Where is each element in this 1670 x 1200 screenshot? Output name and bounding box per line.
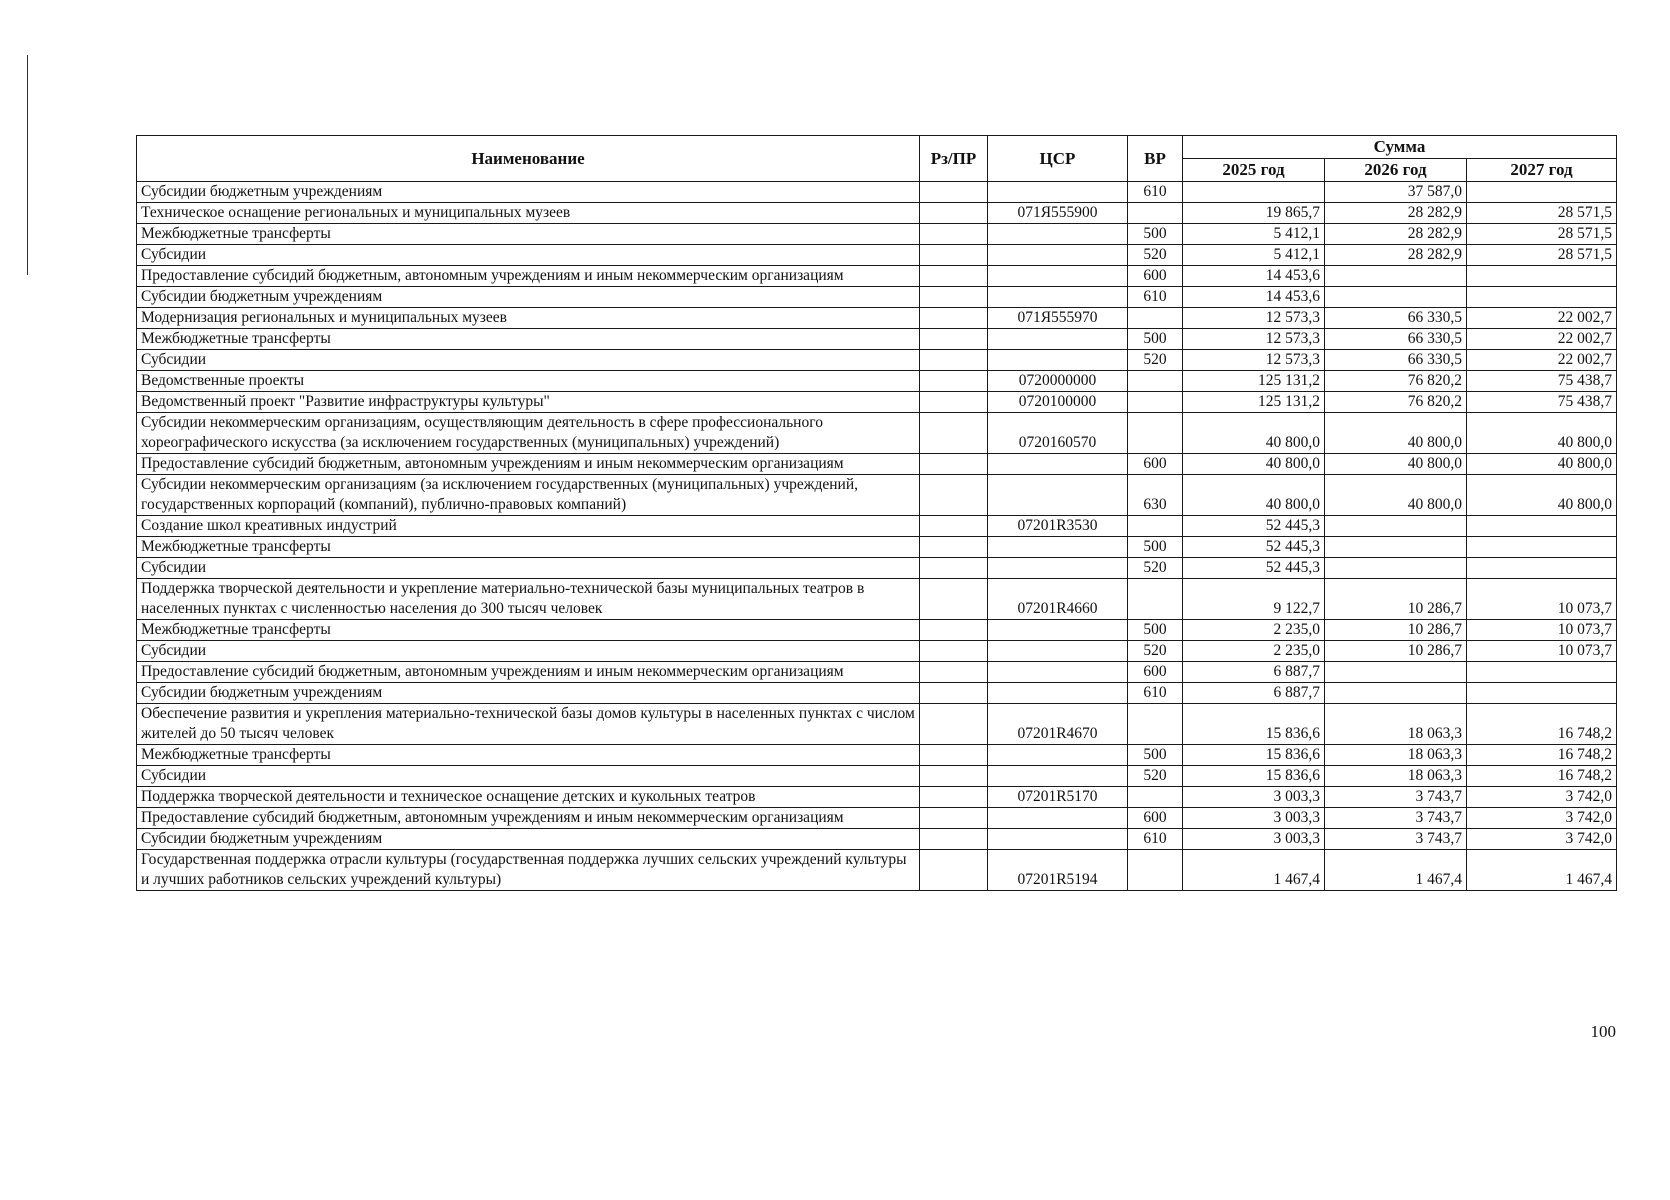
cell-2026: 28 282,9	[1325, 224, 1467, 245]
cell-name: Межбюджетные трансферты	[137, 224, 920, 245]
cell-name: Ведомственные проекты	[137, 371, 920, 392]
cell-2025: 15 836,6	[1183, 766, 1325, 787]
cell-name: Субсидии	[137, 766, 920, 787]
cell-2027: 22 002,7	[1467, 329, 1617, 350]
cell-2025: 15 836,6	[1183, 704, 1325, 745]
cell-2027: 16 748,2	[1467, 704, 1617, 745]
cell-vr	[1128, 579, 1183, 620]
cell-2026: 66 330,5	[1325, 350, 1467, 371]
page-number: 100	[1590, 1022, 1616, 1041]
cell-vr: 610	[1128, 683, 1183, 704]
cell-rz	[920, 766, 988, 787]
cell-csr	[988, 829, 1128, 850]
cell-rz	[920, 454, 988, 475]
cell-rz	[920, 392, 988, 413]
cell-2027	[1467, 662, 1617, 683]
margin-rule	[27, 55, 28, 275]
header-vr: ВР	[1128, 136, 1183, 182]
cell-name: Предоставление субсидий бюджетным, автономным учреждениям и иным некоммерческим организациям	[137, 266, 920, 287]
cell-csr: 0720000000	[988, 371, 1128, 392]
cell-2027: 40 800,0	[1467, 413, 1617, 454]
cell-csr	[988, 537, 1128, 558]
table-row	[137, 537, 1617, 558]
cell-2026: 10 286,7	[1325, 641, 1467, 662]
table-row	[137, 766, 1617, 787]
cell-vr	[1128, 371, 1183, 392]
cell-csr	[988, 808, 1128, 829]
cell-2027: 22 002,7	[1467, 308, 1617, 329]
header-2026: 2026 год	[1325, 159, 1467, 182]
cell-2025: 14 453,6	[1183, 287, 1325, 308]
cell-rz	[920, 350, 988, 371]
cell-rz	[920, 787, 988, 808]
cell-2025: 12 573,3	[1183, 329, 1325, 350]
cell-2025: 6 887,7	[1183, 662, 1325, 683]
cell-2026	[1325, 683, 1467, 704]
cell-name: Межбюджетные трансферты	[137, 329, 920, 350]
cell-2027	[1467, 287, 1617, 308]
cell-rz	[920, 704, 988, 745]
cell-name: Предоставление субсидий бюджетным, автономным учреждениям и иным некоммерческим организациям	[137, 454, 920, 475]
cell-2025: 52 445,3	[1183, 516, 1325, 537]
cell-2027	[1467, 516, 1617, 537]
cell-vr	[1128, 787, 1183, 808]
cell-2026: 37 587,0	[1325, 182, 1467, 203]
table-row	[137, 516, 1617, 537]
cell-2025: 52 445,3	[1183, 558, 1325, 579]
budget-table	[136, 135, 1617, 891]
cell-rz	[920, 620, 988, 641]
cell-name: Субсидии бюджетным учреждениям	[137, 182, 920, 203]
cell-2026: 18 063,3	[1325, 704, 1467, 745]
table-row	[137, 454, 1617, 475]
cell-name: Субсидии	[137, 641, 920, 662]
table-row	[137, 579, 1617, 620]
cell-rz	[920, 245, 988, 266]
cell-2025: 2 235,0	[1183, 620, 1325, 641]
cell-2026: 76 820,2	[1325, 371, 1467, 392]
cell-rz	[920, 287, 988, 308]
cell-csr	[988, 350, 1128, 371]
cell-rz	[920, 203, 988, 224]
table-row	[137, 475, 1617, 516]
cell-name: Субсидии	[137, 350, 920, 371]
cell-2026: 3 743,7	[1325, 787, 1467, 808]
table-row	[137, 641, 1617, 662]
cell-vr	[1128, 704, 1183, 745]
cell-vr: 500	[1128, 620, 1183, 641]
table-row	[137, 392, 1617, 413]
cell-vr	[1128, 203, 1183, 224]
cell-2026	[1325, 558, 1467, 579]
table-row	[137, 308, 1617, 329]
cell-vr: 520	[1128, 641, 1183, 662]
cell-rz	[920, 662, 988, 683]
cell-2025: 125 131,2	[1183, 371, 1325, 392]
cell-csr: 0720160570	[988, 413, 1128, 454]
cell-2026: 40 800,0	[1325, 454, 1467, 475]
cell-2026: 3 743,7	[1325, 829, 1467, 850]
cell-2026: 40 800,0	[1325, 413, 1467, 454]
cell-rz	[920, 224, 988, 245]
cell-vr: 500	[1128, 224, 1183, 245]
cell-2025: 5 412,1	[1183, 245, 1325, 266]
table-row	[137, 662, 1617, 683]
table-row	[137, 787, 1617, 808]
table-row	[137, 620, 1617, 641]
cell-rz	[920, 475, 988, 516]
cell-rz	[920, 413, 988, 454]
cell-csr: 07201R4660	[988, 579, 1128, 620]
cell-2027: 3 742,0	[1467, 829, 1617, 850]
table-row	[137, 224, 1617, 245]
cell-2025	[1183, 182, 1325, 203]
cell-rz	[920, 558, 988, 579]
cell-2027: 75 438,7	[1467, 371, 1617, 392]
cell-rz	[920, 808, 988, 829]
cell-2027: 40 800,0	[1467, 475, 1617, 516]
cell-vr	[1128, 413, 1183, 454]
cell-vr	[1128, 850, 1183, 891]
cell-2026: 28 282,9	[1325, 245, 1467, 266]
cell-2025: 40 800,0	[1183, 475, 1325, 516]
cell-2026	[1325, 516, 1467, 537]
cell-rz	[920, 579, 988, 620]
cell-2025: 9 122,7	[1183, 579, 1325, 620]
cell-vr: 520	[1128, 766, 1183, 787]
cell-rz	[920, 308, 988, 329]
cell-name: Государственная поддержка отрасли культуры (государственная поддержка лучших сельских учреждений культуры и лучших работников сельских учреждений культуры)	[137, 850, 920, 891]
cell-name: Субсидии некоммерческим организациям (за исключением государственных (муниципальных) учреждений, государственных корпораций (компаний), публично-правовых компаний)	[137, 475, 920, 516]
cell-2026	[1325, 266, 1467, 287]
cell-csr	[988, 454, 1128, 475]
table-row	[137, 245, 1617, 266]
header-2027: 2027 год	[1467, 159, 1617, 182]
cell-rz	[920, 516, 988, 537]
cell-csr: 071Я555900	[988, 203, 1128, 224]
cell-csr	[988, 245, 1128, 266]
cell-vr: 610	[1128, 287, 1183, 308]
cell-2027: 75 438,7	[1467, 392, 1617, 413]
cell-2026: 3 743,7	[1325, 808, 1467, 829]
cell-csr	[988, 287, 1128, 308]
table-row	[137, 287, 1617, 308]
table-header	[137, 136, 1617, 182]
cell-csr: 07201R3530	[988, 516, 1128, 537]
cell-2027: 22 002,7	[1467, 350, 1617, 371]
table-row	[137, 745, 1617, 766]
cell-2025: 14 453,6	[1183, 266, 1325, 287]
cell-2025: 3 003,3	[1183, 808, 1325, 829]
cell-vr	[1128, 392, 1183, 413]
header-2025: 2025 год	[1183, 159, 1325, 182]
cell-2027: 28 571,5	[1467, 245, 1617, 266]
cell-csr: 071Я555970	[988, 308, 1128, 329]
cell-csr: 07201R4670	[988, 704, 1128, 745]
cell-vr: 500	[1128, 537, 1183, 558]
cell-vr: 520	[1128, 350, 1183, 371]
table-row	[137, 413, 1617, 454]
header-rz: Рз/ПР	[920, 136, 988, 182]
cell-2027: 28 571,5	[1467, 203, 1617, 224]
cell-rz	[920, 745, 988, 766]
cell-2026: 1 467,4	[1325, 850, 1467, 891]
cell-name: Предоставление субсидий бюджетным, автономным учреждениям и иным некоммерческим организациям	[137, 808, 920, 829]
cell-2027: 10 073,7	[1467, 579, 1617, 620]
cell-2025: 1 467,4	[1183, 850, 1325, 891]
cell-2027: 16 748,2	[1467, 745, 1617, 766]
cell-2026: 66 330,5	[1325, 329, 1467, 350]
cell-name: Техническое оснащение региональных и муниципальных музеев	[137, 203, 920, 224]
cell-name: Субсидии	[137, 245, 920, 266]
table-row	[137, 182, 1617, 203]
cell-2025: 40 800,0	[1183, 413, 1325, 454]
table-row	[137, 683, 1617, 704]
cell-csr	[988, 641, 1128, 662]
table-row	[137, 704, 1617, 745]
cell-vr	[1128, 308, 1183, 329]
cell-vr: 600	[1128, 808, 1183, 829]
cell-csr	[988, 620, 1128, 641]
cell-name: Субсидии бюджетным учреждениям	[137, 287, 920, 308]
cell-name: Поддержка творческой деятельности и укрепление материально-технической базы муниципальных театров в населенных пунктах с численностью населения до 300 тысяч человек	[137, 579, 920, 620]
table-row	[137, 558, 1617, 579]
cell-rz	[920, 829, 988, 850]
cell-2025: 40 800,0	[1183, 454, 1325, 475]
cell-csr	[988, 766, 1128, 787]
cell-csr	[988, 182, 1128, 203]
cell-2027	[1467, 558, 1617, 579]
cell-2027: 28 571,5	[1467, 224, 1617, 245]
cell-2025: 15 836,6	[1183, 745, 1325, 766]
cell-2027	[1467, 182, 1617, 203]
cell-2027: 3 742,0	[1467, 787, 1617, 808]
cell-2025: 12 573,3	[1183, 350, 1325, 371]
cell-name: Субсидии бюджетным учреждениям	[137, 683, 920, 704]
cell-rz	[920, 850, 988, 891]
cell-vr: 610	[1128, 182, 1183, 203]
cell-csr	[988, 475, 1128, 516]
cell-2027: 16 748,2	[1467, 766, 1617, 787]
cell-2025: 125 131,2	[1183, 392, 1325, 413]
cell-csr: 0720100000	[988, 392, 1128, 413]
cell-rz	[920, 266, 988, 287]
cell-2027: 40 800,0	[1467, 454, 1617, 475]
table-row	[137, 829, 1617, 850]
cell-vr: 600	[1128, 266, 1183, 287]
cell-2025: 3 003,3	[1183, 829, 1325, 850]
header-name: Наименование	[137, 136, 920, 182]
cell-rz	[920, 641, 988, 662]
header-sum: Сумма	[1183, 136, 1617, 159]
cell-csr: 07201R5194	[988, 850, 1128, 891]
table-row	[137, 808, 1617, 829]
cell-csr	[988, 558, 1128, 579]
cell-2025: 2 235,0	[1183, 641, 1325, 662]
cell-vr: 500	[1128, 329, 1183, 350]
cell-csr	[988, 329, 1128, 350]
cell-2026: 10 286,7	[1325, 579, 1467, 620]
table-row	[137, 350, 1617, 371]
cell-2026	[1325, 287, 1467, 308]
cell-2026: 28 282,9	[1325, 203, 1467, 224]
cell-2027	[1467, 266, 1617, 287]
cell-name: Обеспечение развития и укрепления материально-технической базы домов культуры в населенных пунктах с числом жителей до 50 тысяч человек	[137, 704, 920, 745]
cell-2026: 18 063,3	[1325, 766, 1467, 787]
cell-name: Межбюджетные трансферты	[137, 745, 920, 766]
cell-2025: 12 573,3	[1183, 308, 1325, 329]
cell-name: Модернизация региональных и муниципальных музеев	[137, 308, 920, 329]
cell-vr: 630	[1128, 475, 1183, 516]
cell-csr	[988, 224, 1128, 245]
cell-vr: 520	[1128, 558, 1183, 579]
cell-2025: 5 412,1	[1183, 224, 1325, 245]
cell-vr: 500	[1128, 745, 1183, 766]
header-csr: ЦСР	[988, 136, 1128, 182]
cell-2027: 10 073,7	[1467, 620, 1617, 641]
table-row	[137, 371, 1617, 392]
cell-2026: 10 286,7	[1325, 620, 1467, 641]
cell-vr	[1128, 516, 1183, 537]
cell-name: Субсидии некоммерческим организациям, осуществляющим деятельность в сфере профессионального хореографического искусства (за исключением государственных (муниципальных) учреждений)	[137, 413, 920, 454]
cell-2026: 18 063,3	[1325, 745, 1467, 766]
cell-2026	[1325, 662, 1467, 683]
cell-2026: 66 330,5	[1325, 308, 1467, 329]
table-row	[137, 329, 1617, 350]
cell-csr	[988, 266, 1128, 287]
cell-csr	[988, 745, 1128, 766]
cell-name: Межбюджетные трансферты	[137, 620, 920, 641]
cell-rz	[920, 182, 988, 203]
cell-name: Предоставление субсидий бюджетным, автономным учреждениям и иным некоммерческим организациям	[137, 662, 920, 683]
table-body	[137, 182, 1617, 891]
cell-vr: 520	[1128, 245, 1183, 266]
cell-name: Ведомственный проект "Развитие инфраструктуры культуры"	[137, 392, 920, 413]
cell-csr: 07201R5170	[988, 787, 1128, 808]
cell-2026: 40 800,0	[1325, 475, 1467, 516]
cell-name: Поддержка творческой деятельности и техническое оснащение детских и кукольных театров	[137, 787, 920, 808]
cell-2025: 19 865,7	[1183, 203, 1325, 224]
cell-vr: 600	[1128, 454, 1183, 475]
cell-csr	[988, 683, 1128, 704]
cell-2027	[1467, 683, 1617, 704]
cell-name: Межбюджетные трансферты	[137, 537, 920, 558]
cell-2027: 10 073,7	[1467, 641, 1617, 662]
cell-2025: 6 887,7	[1183, 683, 1325, 704]
cell-name: Субсидии бюджетным учреждениям	[137, 829, 920, 850]
cell-rz	[920, 537, 988, 558]
cell-vr: 610	[1128, 829, 1183, 850]
cell-2025: 52 445,3	[1183, 537, 1325, 558]
cell-rz	[920, 371, 988, 392]
cell-2026	[1325, 537, 1467, 558]
cell-name: Субсидии	[137, 558, 920, 579]
cell-2026: 76 820,2	[1325, 392, 1467, 413]
cell-vr: 600	[1128, 662, 1183, 683]
table-row	[137, 850, 1617, 891]
cell-2027	[1467, 537, 1617, 558]
table-row	[137, 266, 1617, 287]
table-row	[137, 203, 1617, 224]
cell-2025: 3 003,3	[1183, 787, 1325, 808]
cell-rz	[920, 683, 988, 704]
cell-2027: 3 742,0	[1467, 808, 1617, 829]
cell-name: Создание школ креативных индустрий	[137, 516, 920, 537]
cell-csr	[988, 662, 1128, 683]
cell-2027: 1 467,4	[1467, 850, 1617, 891]
cell-rz	[920, 329, 988, 350]
